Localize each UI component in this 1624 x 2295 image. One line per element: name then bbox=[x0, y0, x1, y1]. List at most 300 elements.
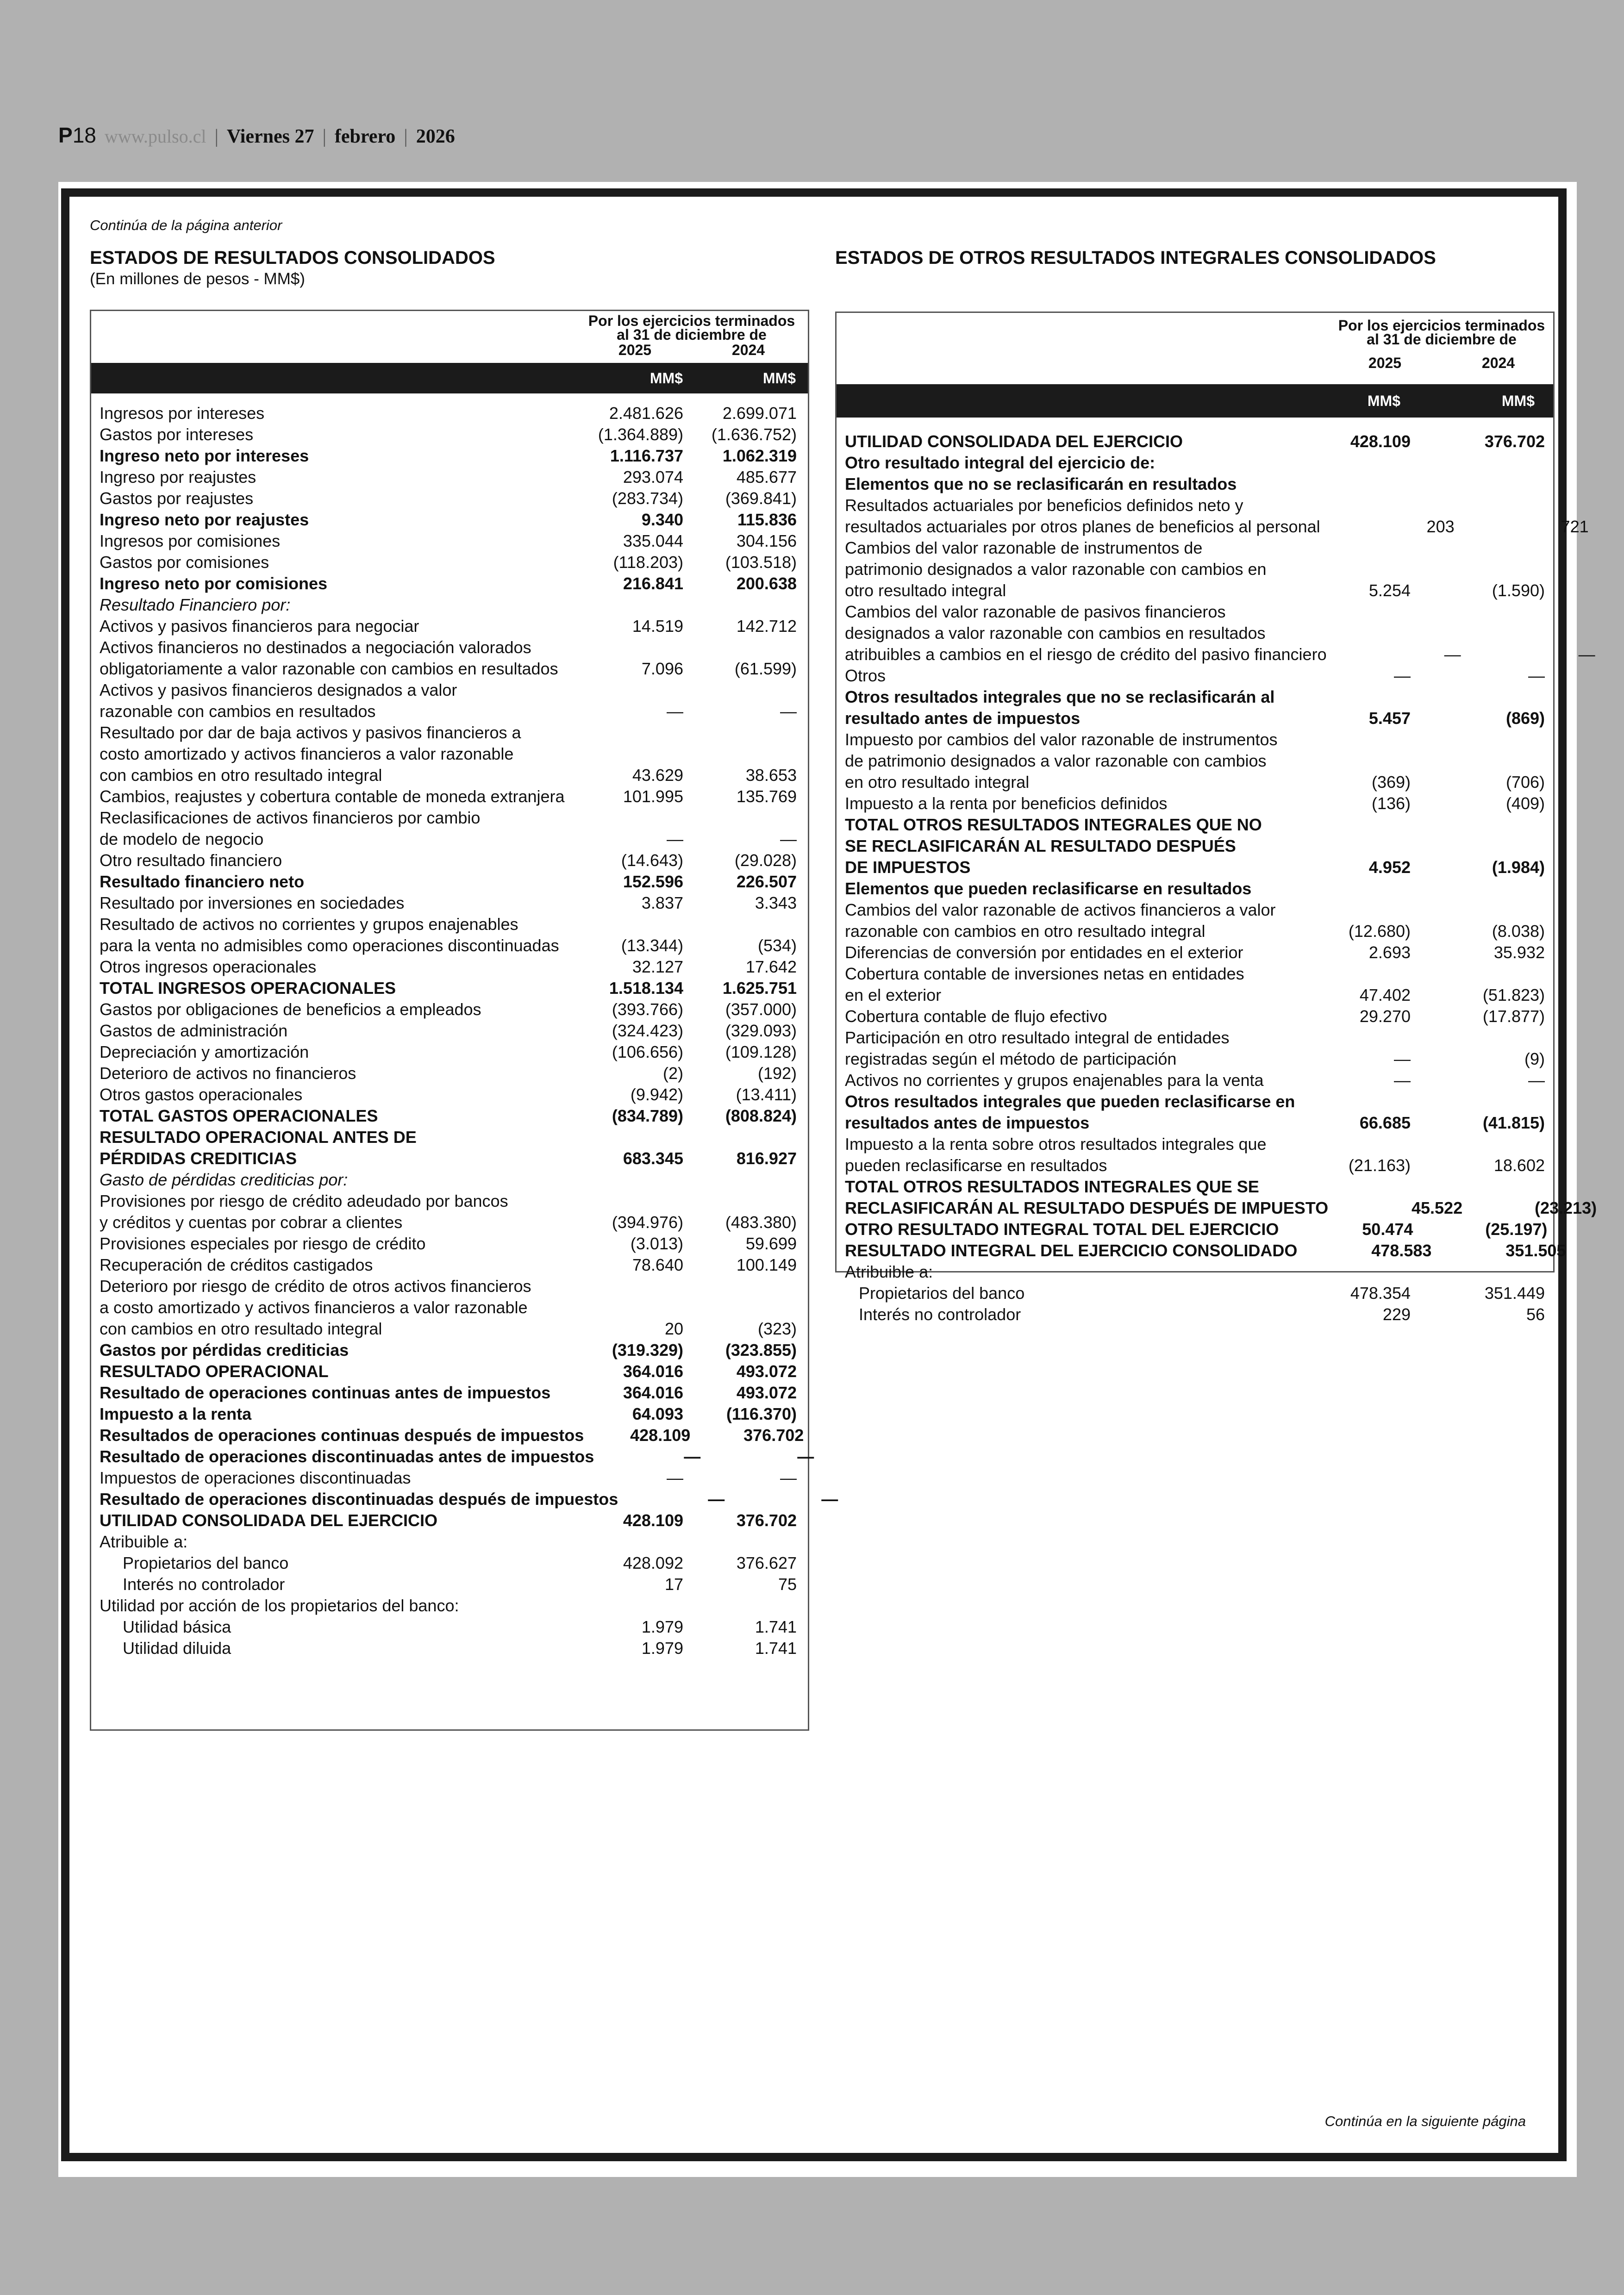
unit-label-2024: MM$ bbox=[762, 369, 796, 387]
table-row bbox=[91, 1254, 808, 1276]
table-row bbox=[91, 1382, 808, 1403]
value-2025: 101.995 bbox=[623, 787, 683, 806]
table-row bbox=[91, 1318, 808, 1340]
page-header bbox=[58, 123, 455, 150]
row-label: resultados actuariales por otros planes de beneficios al personal bbox=[845, 517, 1320, 536]
table-row bbox=[91, 1063, 808, 1084]
value-2024: — bbox=[1578, 645, 1595, 664]
year-2025: 2025 bbox=[1368, 355, 1402, 371]
value-2025: (319.329) bbox=[612, 1341, 683, 1360]
row-label: Provisiones por riesgo de crédito adeudado por bancos bbox=[100, 1191, 508, 1210]
value-2024: 351.505 bbox=[1505, 1241, 1566, 1260]
table-row bbox=[837, 1091, 1553, 1113]
table-row bbox=[837, 751, 1553, 772]
table-row bbox=[837, 1049, 1553, 1070]
row-label: Gastos por comisiones bbox=[100, 553, 269, 572]
table-row bbox=[91, 552, 808, 573]
value-2024: — bbox=[1528, 666, 1545, 685]
table-row bbox=[837, 517, 1589, 538]
value-2024 bbox=[1411, 453, 1553, 474]
row-label: de modelo de negocio bbox=[100, 829, 264, 848]
value-2024: 38.653 bbox=[745, 766, 797, 785]
value-2025: 5.457 bbox=[1368, 709, 1411, 728]
value-2024: — bbox=[821, 1490, 838, 1509]
value-2024 bbox=[683, 1169, 808, 1191]
table-row bbox=[91, 1361, 808, 1382]
row-label: Propietarios del banco bbox=[123, 1553, 289, 1572]
table-row bbox=[837, 687, 1553, 708]
value-2025 bbox=[1276, 900, 1411, 921]
value-2024: (1.590) bbox=[1492, 581, 1545, 600]
table-row bbox=[837, 815, 1553, 836]
row-label: Gastos por intereses bbox=[100, 425, 254, 444]
value-2024: 493.072 bbox=[736, 1383, 797, 1402]
row-label: con cambios en otro resultado integral bbox=[100, 766, 382, 785]
value-2024: (17.877) bbox=[1482, 1007, 1545, 1026]
table-row bbox=[91, 467, 808, 488]
value-2025: (394.976) bbox=[612, 1213, 683, 1232]
row-label: Diferencias de conversión por entidades en el exterior bbox=[845, 943, 1243, 962]
value-2025: (13.344) bbox=[621, 936, 683, 955]
value-2024: (109.128) bbox=[725, 1042, 797, 1061]
row-label: Resultados actuariales por beneficios definidos neto y bbox=[845, 496, 1243, 515]
header-separator: | bbox=[404, 126, 408, 147]
row-label: Impuesto a la renta bbox=[100, 1404, 252, 1423]
row-label: Otro resultado financiero bbox=[100, 851, 282, 870]
table-row bbox=[91, 1574, 808, 1595]
row-label: Atribuible a: bbox=[100, 1532, 188, 1551]
value-2025: 428.109 bbox=[623, 1511, 683, 1530]
value-2024: 376.702 bbox=[1484, 432, 1545, 451]
row-label: en el exterior bbox=[845, 985, 942, 1004]
value-2024: (29.028) bbox=[734, 851, 797, 870]
value-2024: 200.638 bbox=[736, 574, 797, 593]
row-label: resultado antes de impuestos bbox=[845, 709, 1081, 728]
year-2024: 2024 bbox=[1481, 355, 1515, 371]
value-2024: 493.072 bbox=[736, 1362, 797, 1381]
value-2025: (283.734) bbox=[612, 489, 683, 508]
value-2024: — bbox=[780, 829, 797, 848]
site-url: www.pulso.cl bbox=[104, 126, 206, 147]
value-2025: 66.685 bbox=[1359, 1113, 1411, 1132]
row-label: TOTAL GASTOS OPERACIONALES bbox=[100, 1106, 378, 1125]
table-row bbox=[91, 1531, 808, 1553]
value-2025 bbox=[1276, 687, 1411, 708]
table-row bbox=[91, 530, 808, 552]
row-label: designados a valor razonable con cambios en resultados bbox=[845, 624, 1266, 642]
row-label: Ingreso por reajustes bbox=[100, 468, 256, 486]
value-2025 bbox=[1276, 964, 1411, 985]
value-2025: 78.640 bbox=[632, 1255, 683, 1274]
header-day: Viernes 27 bbox=[226, 126, 314, 147]
table-row bbox=[91, 850, 808, 871]
value-2025: (393.766) bbox=[612, 1000, 683, 1019]
header-separator: | bbox=[322, 126, 326, 147]
table-row bbox=[837, 1304, 1553, 1326]
value-2025 bbox=[1276, 1262, 1411, 1283]
row-label: Gasto de pérdidas crediticias por: bbox=[100, 1170, 348, 1189]
row-label: Resultado por inversiones en sociedades bbox=[100, 893, 405, 912]
row-label: con cambios en otro resultado integral bbox=[100, 1319, 382, 1338]
table-row bbox=[91, 509, 808, 530]
value-2024: 485.677 bbox=[736, 468, 797, 486]
table-row bbox=[837, 1028, 1553, 1049]
value-2025 bbox=[577, 1531, 683, 1553]
row-label: RESULTADO INTEGRAL DEL EJERCICIO CONSOLIDADO bbox=[845, 1241, 1298, 1260]
row-label: Reclasificaciones de activos financieros por cambio bbox=[100, 808, 481, 827]
table-row bbox=[91, 1169, 808, 1191]
row-label: Participación en otro resultado integral de entidades bbox=[845, 1028, 1230, 1047]
value-2024: — bbox=[780, 702, 797, 721]
value-2025 bbox=[577, 914, 683, 935]
comprehensive-income-title: ESTADOS DE OTROS RESULTADOS INTEGRALES CONSOLIDADOS bbox=[835, 248, 1436, 268]
table-row bbox=[837, 644, 1595, 666]
value-2025: (1.364.889) bbox=[598, 425, 683, 444]
value-2024: (534) bbox=[757, 936, 797, 955]
value-2025: — bbox=[1394, 666, 1411, 685]
value-2025: — bbox=[667, 829, 683, 848]
table-row bbox=[91, 445, 808, 467]
value-2025: (106.656) bbox=[612, 1042, 683, 1061]
value-2024 bbox=[1411, 474, 1553, 495]
row-label: Otro resultado integral del ejercicio de: bbox=[845, 453, 1156, 472]
value-2025 bbox=[577, 1169, 683, 1191]
value-2025: 293.074 bbox=[623, 468, 683, 486]
value-2024: 376.702 bbox=[736, 1511, 797, 1530]
row-label: y créditos y cuentas por cobrar a clientes bbox=[100, 1213, 403, 1232]
value-2025: 478.354 bbox=[1350, 1284, 1411, 1303]
table-row bbox=[837, 1177, 1553, 1198]
units-bar bbox=[91, 363, 808, 393]
table-row bbox=[837, 793, 1553, 815]
value-2025: — bbox=[1394, 1071, 1411, 1090]
value-2025: (9.942) bbox=[630, 1085, 683, 1104]
row-label: Utilidad básica bbox=[123, 1617, 231, 1636]
value-2025 bbox=[1276, 879, 1411, 900]
table-row bbox=[837, 985, 1553, 1006]
row-label: Impuesto a la renta por beneficios definidos bbox=[845, 794, 1168, 813]
header-month: febrero bbox=[334, 126, 396, 147]
row-label: Deterioro de activos no financieros bbox=[100, 1064, 356, 1083]
value-2025 bbox=[577, 1595, 683, 1616]
table-row bbox=[91, 594, 808, 616]
value-2025 bbox=[1276, 538, 1411, 559]
value-2025 bbox=[1276, 602, 1411, 623]
value-2024 bbox=[683, 1276, 808, 1297]
value-2025: 203 bbox=[1426, 517, 1455, 536]
row-label: Otros gastos operacionales bbox=[100, 1085, 303, 1104]
period-header bbox=[578, 314, 805, 342]
table-row bbox=[91, 722, 808, 743]
value-2025 bbox=[1276, 815, 1411, 836]
table-row bbox=[837, 495, 1553, 517]
period-line-2: al 31 de diciembre de bbox=[617, 326, 767, 343]
row-label: Cambios, reajustes y cobertura contable de moneda extranjera bbox=[100, 787, 565, 806]
row-label: UTILIDAD CONSOLIDADA DEL EJERCICIO bbox=[100, 1511, 438, 1530]
value-2025: 229 bbox=[1382, 1305, 1411, 1324]
value-2024 bbox=[1411, 900, 1553, 921]
value-2024 bbox=[1411, 1134, 1553, 1155]
row-label: costo amortizado y activos financieros a valor razonable bbox=[100, 744, 514, 763]
value-2025 bbox=[577, 680, 683, 701]
value-2024: (9) bbox=[1524, 1049, 1545, 1068]
row-label: RESULTADO OPERACIONAL ANTES DE bbox=[100, 1128, 417, 1147]
value-2024: (329.093) bbox=[725, 1021, 797, 1040]
value-2025: 152.596 bbox=[623, 872, 683, 891]
value-2024: 17.642 bbox=[745, 957, 797, 976]
value-2024 bbox=[683, 722, 808, 743]
value-2024: (483.380) bbox=[725, 1213, 797, 1232]
value-2024: — bbox=[1528, 1071, 1545, 1090]
value-2025: 478.583 bbox=[1371, 1241, 1432, 1260]
value-2025: — bbox=[1444, 645, 1461, 664]
income-statement-title: ESTADOS DE RESULTADOS CONSOLIDADOS bbox=[90, 248, 495, 268]
table-row bbox=[91, 978, 808, 999]
row-label: Impuesto por cambios del valor razonable de instrumentos bbox=[845, 730, 1278, 749]
table-row bbox=[91, 403, 808, 424]
value-2025: — bbox=[684, 1447, 701, 1466]
value-2025: 364.016 bbox=[623, 1383, 683, 1402]
value-2024: (61.599) bbox=[734, 659, 797, 678]
table-row bbox=[91, 1233, 808, 1254]
value-2025: 428.109 bbox=[630, 1426, 691, 1445]
newspaper-page bbox=[58, 182, 1597, 2177]
value-2025: (118.203) bbox=[613, 553, 683, 572]
year-2024: 2024 bbox=[731, 342, 765, 358]
table-row bbox=[91, 1212, 808, 1233]
unit-label-2025: MM$ bbox=[1367, 392, 1400, 409]
value-2025: (2) bbox=[663, 1064, 683, 1083]
table-row bbox=[91, 1297, 808, 1318]
period-line-1: Por los ejercicios terminados bbox=[588, 312, 795, 329]
value-2025: 1.518.134 bbox=[609, 979, 683, 998]
row-label: Ingreso neto por reajustes bbox=[100, 510, 309, 529]
row-label: Activos y pasivos financieros designados a valor bbox=[100, 680, 457, 699]
table-row bbox=[837, 879, 1553, 900]
table-row bbox=[837, 623, 1553, 644]
value-2025: 50.474 bbox=[1362, 1220, 1413, 1239]
value-2024: (103.518) bbox=[725, 553, 797, 572]
value-2024 bbox=[683, 680, 808, 701]
table-row bbox=[91, 1041, 808, 1063]
table-row bbox=[837, 964, 1553, 985]
value-2025 bbox=[577, 1297, 683, 1318]
row-label: TOTAL OTROS RESULTADOS INTEGRALES QUE NO bbox=[845, 815, 1262, 834]
table-row bbox=[837, 1198, 1597, 1219]
table-row bbox=[91, 1510, 808, 1531]
table-row bbox=[837, 453, 1553, 474]
row-label: Otros resultados integrales que pueden reclasificarse en bbox=[845, 1092, 1295, 1111]
value-2025: 45.522 bbox=[1411, 1198, 1463, 1217]
table-row bbox=[91, 1340, 808, 1361]
value-2025: (834.789) bbox=[612, 1106, 683, 1125]
income-statement-subtitle: (En millones de pesos - MM$) bbox=[90, 270, 305, 288]
table-row bbox=[91, 637, 808, 658]
row-label: Depreciación y amortización bbox=[100, 1042, 309, 1061]
row-label: Impuesto a la renta sobre otros resultados integrales que bbox=[845, 1135, 1267, 1154]
value-2024: 3.343 bbox=[755, 893, 797, 912]
continued-from-note: Continúa de la página anterior bbox=[90, 217, 282, 233]
value-2025: (21.163) bbox=[1348, 1156, 1411, 1175]
value-2025 bbox=[1276, 623, 1411, 644]
table-row bbox=[837, 1006, 1553, 1028]
value-2025: (14.643) bbox=[621, 851, 683, 870]
row-label: patrimonio designados a valor razonable con cambios en bbox=[845, 560, 1267, 579]
value-2025: — bbox=[1394, 1049, 1411, 1068]
value-2024 bbox=[1411, 1177, 1553, 1198]
row-label: Utilidad por acción de los propietarios del banco: bbox=[100, 1596, 459, 1615]
row-label: razonable con cambios en otro resultado integral bbox=[845, 922, 1206, 941]
value-2025 bbox=[577, 807, 683, 829]
value-2024 bbox=[683, 1127, 808, 1148]
table-row bbox=[91, 871, 808, 892]
value-2024: — bbox=[797, 1447, 814, 1466]
value-2024 bbox=[1411, 751, 1553, 772]
row-label: para la venta no admisibles como operaciones discontinuadas bbox=[100, 936, 559, 955]
table-row bbox=[91, 701, 808, 722]
value-2024: (357.000) bbox=[725, 1000, 797, 1019]
table-row bbox=[91, 1105, 808, 1127]
table-row bbox=[837, 1262, 1553, 1283]
value-2025: (3.013) bbox=[630, 1234, 683, 1253]
row-label: Propietarios del banco bbox=[859, 1284, 1025, 1303]
value-2024: 59.699 bbox=[745, 1234, 797, 1253]
row-label: otro resultado integral bbox=[845, 581, 1006, 600]
value-2024 bbox=[1412, 730, 1555, 751]
row-label: Cambios del valor razonable de pasivos financieros bbox=[845, 602, 1226, 621]
row-label: Activos no corrientes y grupos enajenables para la venta bbox=[845, 1071, 1264, 1090]
value-2025: 32.127 bbox=[632, 957, 683, 976]
value-2025 bbox=[1276, 1177, 1411, 1198]
row-label: Gastos por obligaciones de beneficios a empleados bbox=[100, 1000, 481, 1019]
value-2024 bbox=[1411, 602, 1553, 623]
value-2024: (25.197) bbox=[1485, 1220, 1548, 1239]
value-2024: 1.741 bbox=[755, 1639, 797, 1658]
table-row bbox=[91, 1425, 808, 1446]
value-2024 bbox=[683, 807, 808, 829]
table-row bbox=[837, 900, 1553, 921]
value-2024: 1.625.751 bbox=[722, 979, 797, 998]
value-2025: 2.481.626 bbox=[609, 404, 683, 423]
header-year: 2026 bbox=[416, 126, 455, 147]
row-label: Resultado de operaciones discontinuadas antes de impuestos bbox=[100, 1447, 594, 1466]
table-row bbox=[91, 1191, 808, 1212]
row-label: Resultados de operaciones continuas después de impuestos bbox=[100, 1426, 584, 1445]
row-label: Cobertura contable de inversiones netas en entidades bbox=[845, 964, 1244, 983]
value-2024: 18.602 bbox=[1493, 1156, 1545, 1175]
row-label: a costo amortizado y activos financieros a valor razonable bbox=[100, 1298, 528, 1317]
value-2025 bbox=[577, 743, 683, 765]
table-row bbox=[91, 999, 808, 1020]
table-row bbox=[837, 857, 1553, 879]
value-2025 bbox=[1276, 559, 1411, 580]
row-label: resultados antes de impuestos bbox=[845, 1113, 1090, 1132]
row-label: Cambios del valor razonable de activos financieros a valor bbox=[845, 900, 1276, 919]
value-2024: (706) bbox=[1505, 773, 1545, 792]
value-2025: (369) bbox=[1371, 773, 1411, 792]
row-label: SE RECLASIFICARÁN AL RESULTADO DESPUÉS bbox=[845, 836, 1236, 855]
value-2025: 14.519 bbox=[632, 617, 683, 636]
row-label: en otro resultado integral bbox=[845, 773, 1030, 792]
value-2025 bbox=[577, 1127, 683, 1148]
row-label: Otros ingresos operacionales bbox=[100, 957, 317, 976]
row-label: Gastos de administración bbox=[100, 1021, 288, 1040]
value-2024 bbox=[683, 743, 808, 765]
table-row bbox=[837, 1113, 1553, 1134]
comprehensive-income-rows bbox=[837, 431, 1597, 1326]
value-2024 bbox=[1411, 495, 1553, 517]
value-2024 bbox=[1411, 538, 1553, 559]
value-2025: — bbox=[708, 1490, 725, 1509]
value-2024: 56 bbox=[1526, 1305, 1545, 1324]
value-2025: — bbox=[667, 1468, 683, 1487]
table-row bbox=[837, 1241, 1566, 1262]
table-row bbox=[91, 1553, 808, 1574]
row-label: obligatoriamente a valor razonable con cambios en resultados bbox=[100, 659, 558, 678]
value-2024: 100.149 bbox=[736, 1255, 797, 1274]
value-2024: 135.769 bbox=[736, 787, 797, 806]
value-2024: 226.507 bbox=[736, 872, 797, 891]
row-label: Ingreso neto por intereses bbox=[100, 446, 309, 465]
row-label: registradas según el método de participación bbox=[845, 1049, 1177, 1068]
value-2025: 1.979 bbox=[641, 1617, 683, 1636]
value-2024: 376.702 bbox=[743, 1426, 804, 1445]
row-label: Elementos que no se reclasificarán en resultados bbox=[845, 474, 1237, 493]
table-row bbox=[837, 921, 1553, 942]
table-row bbox=[91, 1403, 808, 1425]
row-label: Elementos que pueden reclasificarse en resultados bbox=[845, 879, 1252, 898]
table-row bbox=[91, 1148, 808, 1169]
value-2024: 721 bbox=[1561, 517, 1589, 536]
table-row bbox=[91, 765, 808, 786]
table-row bbox=[91, 914, 808, 935]
table-row bbox=[91, 935, 808, 956]
value-2024: 376.627 bbox=[736, 1553, 797, 1572]
value-2025: 7.096 bbox=[641, 659, 683, 678]
row-label: DE IMPUESTOS bbox=[845, 858, 971, 877]
value-2024 bbox=[1411, 687, 1553, 708]
value-2025 bbox=[577, 1276, 683, 1297]
value-2024: (41.815) bbox=[1482, 1113, 1545, 1132]
row-label: Ingreso neto por comisiones bbox=[100, 574, 328, 593]
row-label: OTRO RESULTADO INTEGRAL TOTAL DEL EJERCICIO bbox=[845, 1220, 1279, 1239]
value-2025: 9.340 bbox=[641, 510, 683, 529]
value-2025: (324.423) bbox=[612, 1021, 683, 1040]
value-2024 bbox=[1411, 964, 1553, 985]
row-label: Provisiones especiales por riesgo de crédito bbox=[100, 1234, 426, 1253]
value-2025: 428.092 bbox=[623, 1553, 683, 1572]
row-label: Cobertura contable de flujo efectivo bbox=[845, 1007, 1107, 1026]
value-2025 bbox=[1295, 1091, 1429, 1113]
value-2025: 335.044 bbox=[623, 531, 683, 550]
value-2025: 17 bbox=[664, 1575, 683, 1594]
value-2025: 1.116.737 bbox=[610, 446, 683, 465]
row-label: Resultado por dar de baja activos y pasivos financieros a bbox=[100, 723, 521, 742]
value-2024: (1.984) bbox=[1492, 858, 1545, 877]
value-2024: (23.213) bbox=[1535, 1198, 1597, 1217]
row-label: atribuibles a cambios en el riesgo de crédito del pasivo financiero bbox=[845, 645, 1327, 664]
income-statement-table bbox=[90, 310, 838, 1731]
table-row bbox=[837, 1283, 1553, 1304]
value-2024: (8.038) bbox=[1492, 922, 1545, 941]
table-row bbox=[837, 580, 1553, 602]
value-2024: 816.927 bbox=[736, 1149, 797, 1168]
value-2024: (369.841) bbox=[725, 489, 797, 508]
period-line-2: al 31 de diciembre de bbox=[1367, 331, 1517, 348]
value-2025 bbox=[1278, 730, 1412, 751]
value-2024: 142.712 bbox=[736, 617, 797, 636]
row-label: PÉRDIDAS CREDITICIAS bbox=[100, 1149, 297, 1168]
